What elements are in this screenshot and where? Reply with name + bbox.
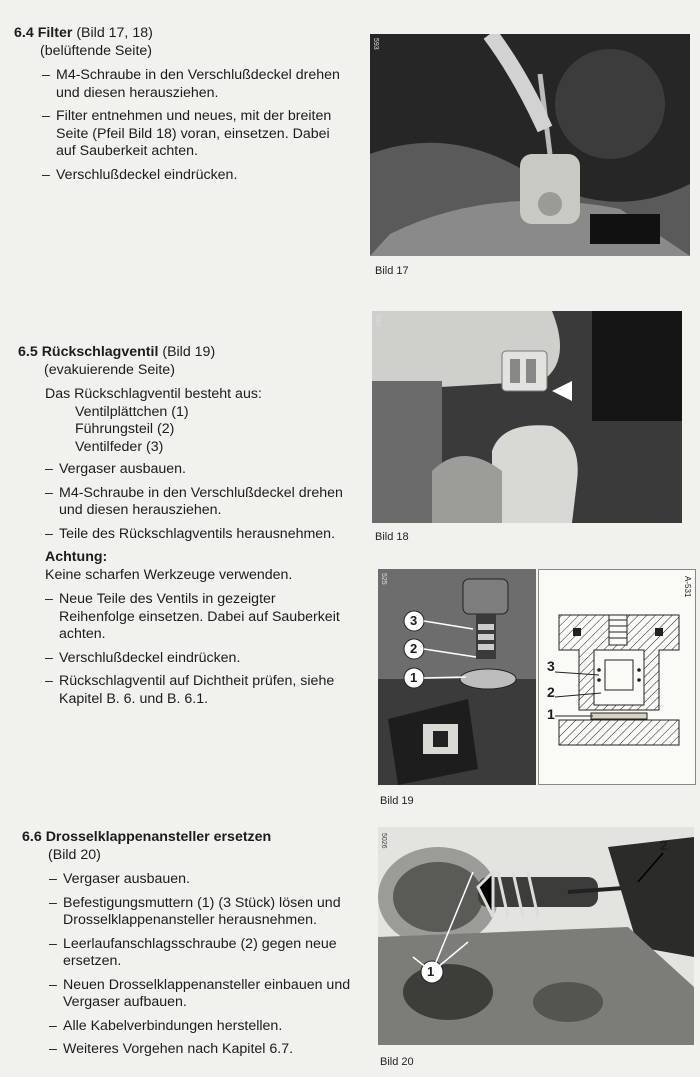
step: – Neuen Drosselklappenansteller einbauen und Vergaser aufbauen. [49,977,352,1012]
figure-19-caption: Bild 19 [380,795,414,807]
step: – Verschlußdeckel eindrücken. [45,650,350,668]
callout-label: 1 [410,670,418,685]
step-list [14,67,349,184]
callout-label: 1 [427,964,435,979]
step: – Weiteres Vorgehen nach Kapitel 6.7. [49,1041,352,1059]
figure-17-photo [370,34,690,256]
section-heading: 6.4 Filter (Bild 17, 18) [14,25,153,41]
figure-stamp: 593 [374,315,381,327]
callout-label: 2 [660,837,668,853]
section-subtitle: (evakuierende Seite) [44,361,175,378]
part-item: Ventilplättchen (1) [75,403,189,420]
section-6-5 [18,344,350,714]
section-6-4 [14,25,349,190]
figure-18-caption: Bild 18 [375,531,409,543]
step-list [22,871,352,1059]
section-subtitle: (belüftende Seite) [40,42,152,59]
intro-text: Das Rückschlagventil besteht aus: [45,386,262,402]
step: – Neue Teile des Ventils in gezeigter Reihenfolge einsetzen. Dabei auf Sauberkeit achten. [45,591,350,644]
warning-text: Keine scharfen Werkzeuge verwenden. [45,566,293,583]
parts-list [45,404,350,457]
step: – Filter entnehmen und neues, mit der breiten Seite (Pfeil Bild 18) voran, einsetzen. Dabei auf Sauberkeit achten. [42,108,349,161]
figure-stamp: 525 [380,573,387,585]
section-subtitle: (Bild 20) [48,846,101,863]
figure-17-caption: Bild 17 [375,265,409,277]
figure-20-photo [378,827,694,1045]
step-list [45,461,350,543]
step: – Vergaser ausbauen. [49,871,352,889]
warning-heading: Achtung: [45,549,108,565]
step: – Verschlußdeckel eindrücken. [42,167,349,185]
drawing-id: A-531 [683,576,692,598]
callout-label: 2 [410,641,418,656]
figure-stamp: 593 [372,38,379,50]
callout-label: 3 [410,613,418,628]
step: – Vergaser ausbauen. [45,461,350,479]
part-item: Führungsteil (2) [75,421,175,437]
step: – Leerlaufanschlagsschraube (2) gegen neue ersetzen. [49,936,352,971]
section-heading: 6.6 Drosselklappenansteller ersetzen [22,829,272,845]
drawing-label: 2 [547,684,555,700]
figure-19-section-drawing [538,569,696,785]
drawing-label: 1 [547,706,555,722]
step: – Rückschlagventil auf Dichtheit prüfen, siehe Kapitel B. 6. und B. 6.1. [45,673,350,708]
section-heading: 6.5 Rückschlagventil (Bild 19) [18,344,216,360]
step: – Teile des Rückschlagventils herausnehmen. [45,526,350,544]
figure-stamp: 5026 [380,833,387,849]
step: – Befestigungsmuttern (1) (3 Stück) lösen und Drosselklappenansteller herausnehmen. [49,895,352,930]
step: – M4-Schraube in den Verschlußdeckel drehen und diesen herausziehen. [42,67,349,102]
step-list-2 [45,591,350,708]
drawing-label: 3 [547,658,555,674]
figure-18-photo [372,311,682,523]
step: – M4-Schraube in den Verschlußdeckel drehen und diesen herausziehen. [45,485,350,520]
section-6-6 [22,829,352,1065]
figure-20-caption: Bild 20 [380,1056,414,1068]
figure-19-photo [378,569,536,785]
step: – Alle Kabelverbindungen herstellen. [49,1018,352,1036]
part-item: Ventilfeder (3) [75,438,164,455]
